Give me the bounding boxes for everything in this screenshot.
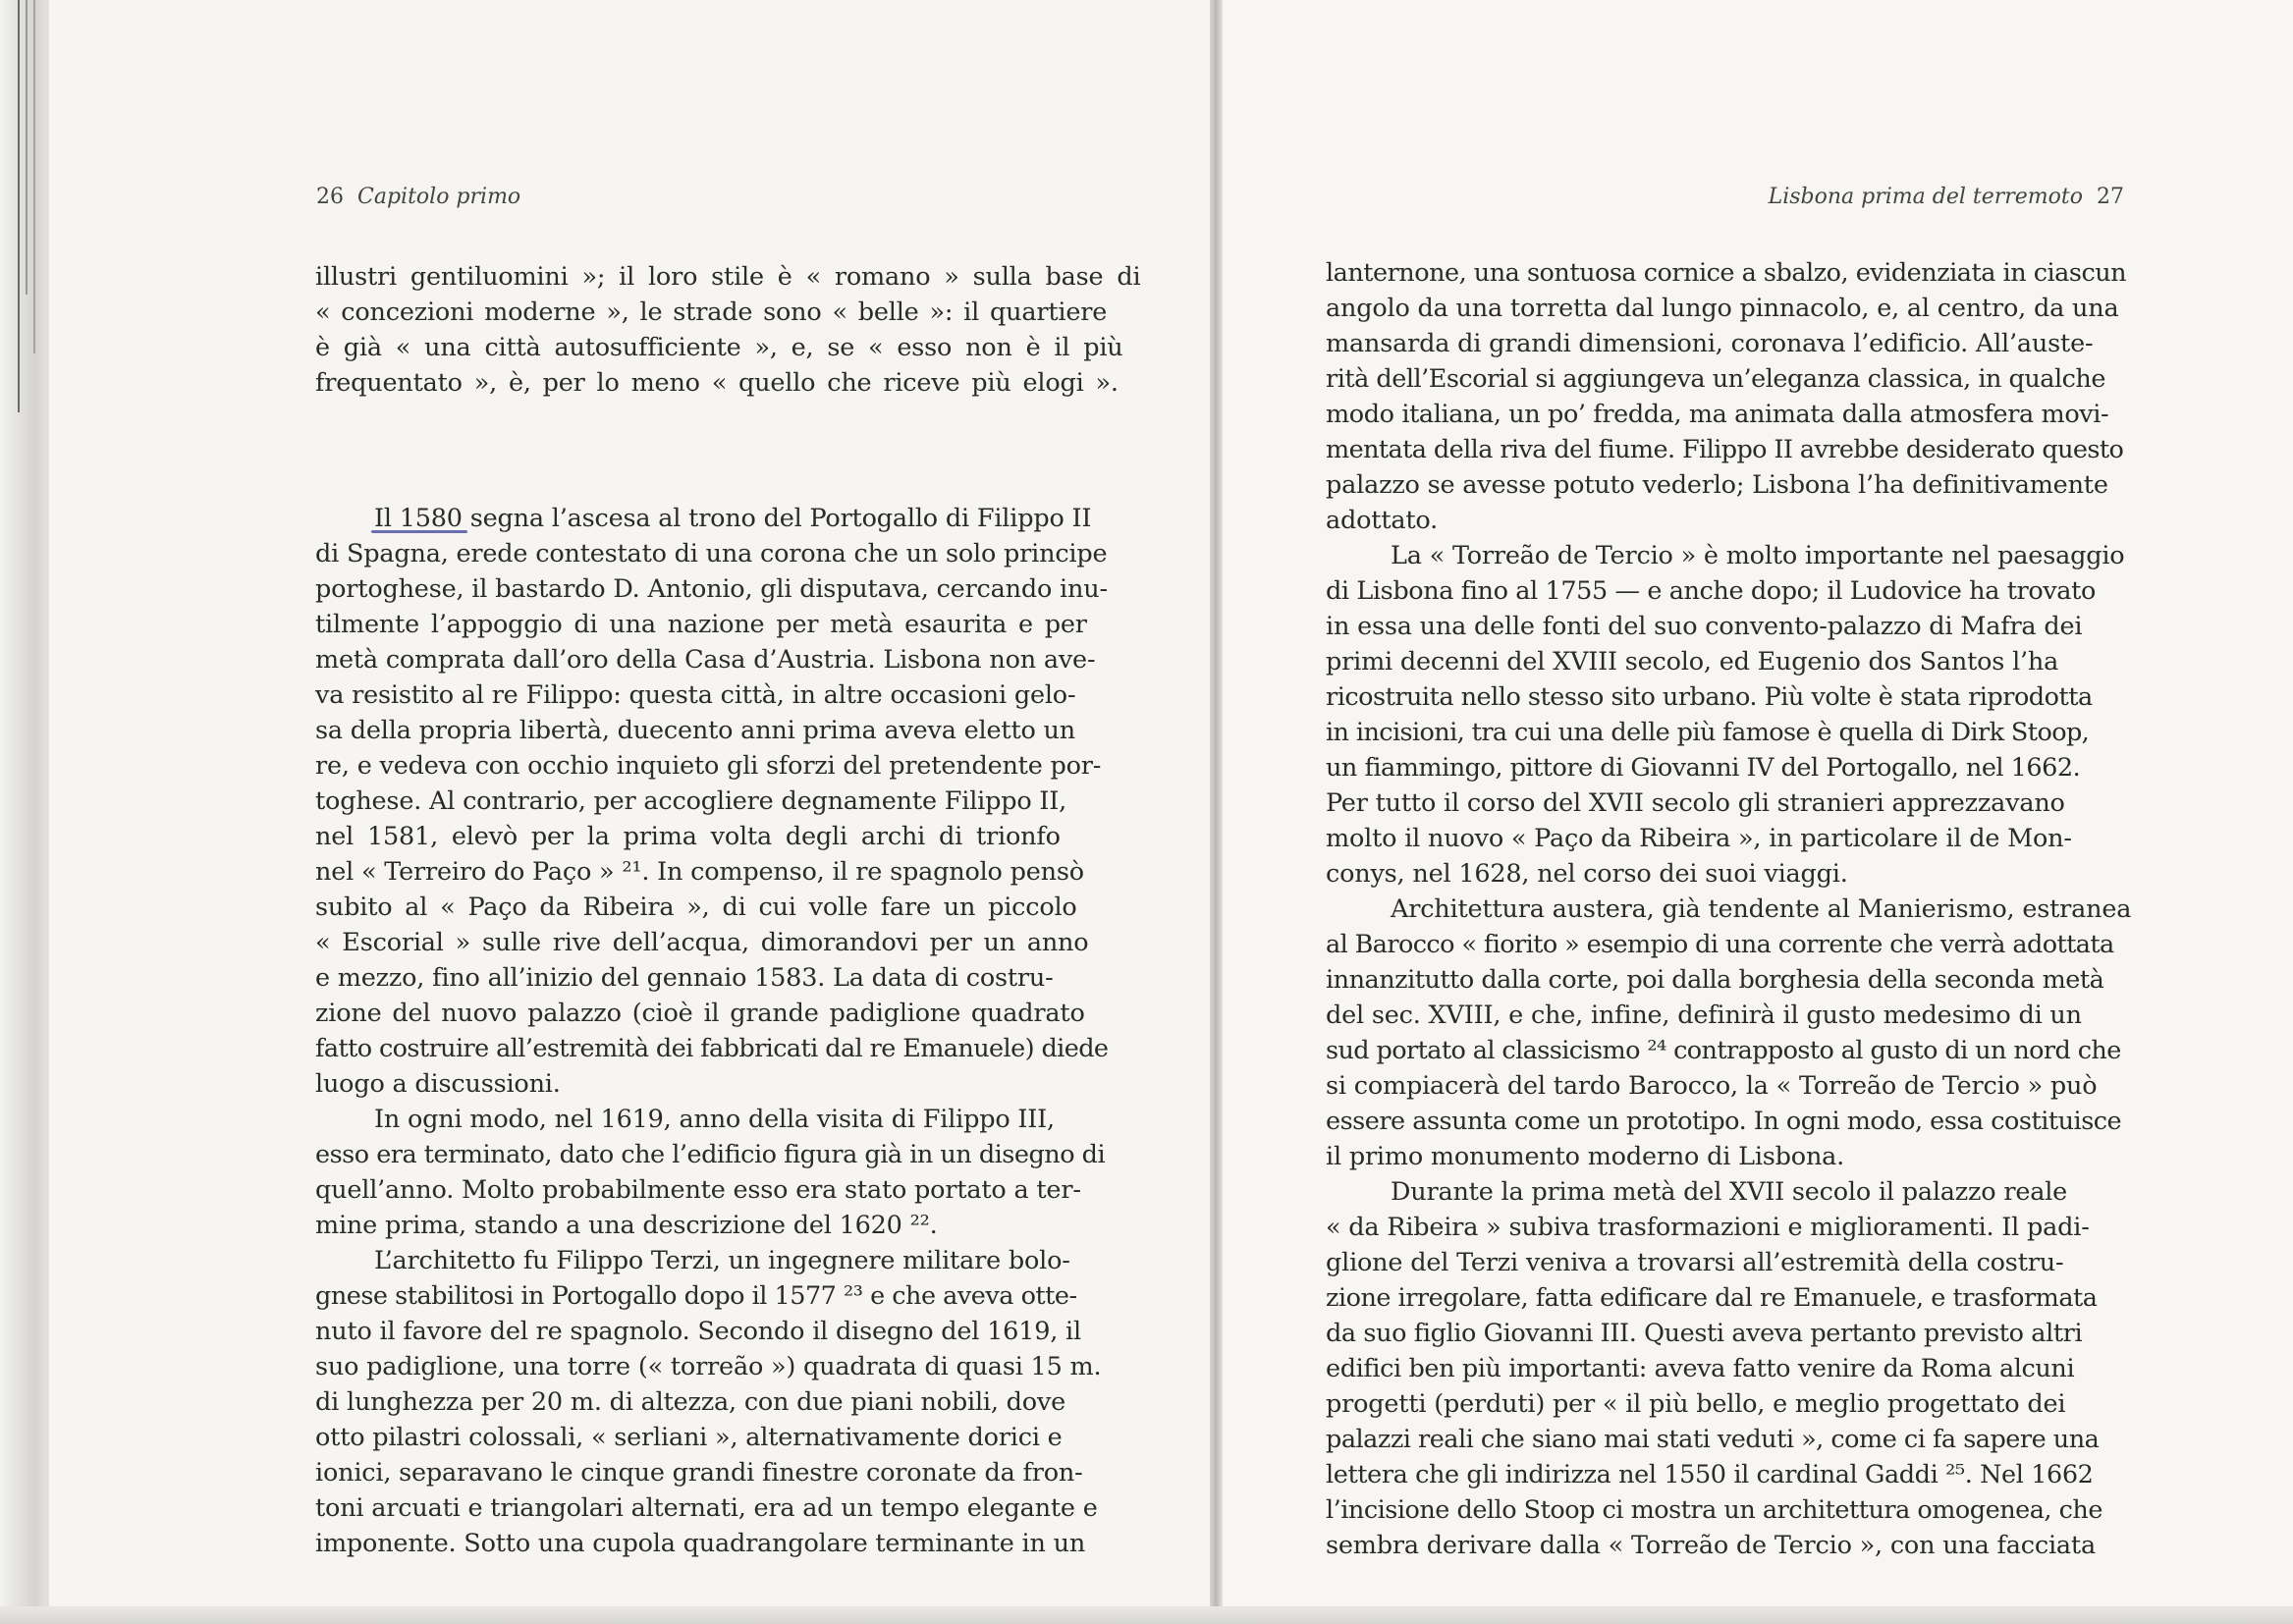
text-line: ricostruita nello stesso sito urbano. Più volte è stata riprodotta bbox=[1326, 682, 2093, 712]
text-line: da suo figlio Giovanni III. Questi aveva pertanto previsto altri bbox=[1326, 1319, 2083, 1348]
text-line: rità dell’Escorial si aggiungeva un’eleganza classica, in qualche bbox=[1326, 364, 2105, 394]
text-line: va resistito al re Filippo: questa città, in altre occasioni gelo- bbox=[315, 680, 1076, 710]
text-line: « Escorial » sulle rive dell’acqua, dimorandovi per un anno bbox=[315, 928, 1089, 957]
book-gutter bbox=[1210, 0, 1224, 1624]
right-running-title: Lisbona prima del terremoto bbox=[1768, 185, 2083, 209]
text-line: toghese. Al contrario, per accogliere degnamente Filippo II, bbox=[315, 786, 1067, 816]
text-line: progetti (perduti) per « il più bello, e meglio progettato dei bbox=[1326, 1389, 2066, 1419]
text-line: fatto costruire all’estremità dei fabbricati dal re Emanuele) diede bbox=[315, 1034, 1109, 1063]
text-line: zione irregolare, fatta edificare dal re Emanuele, e trasformata bbox=[1326, 1283, 2098, 1313]
left-running-title: Capitolo primo bbox=[357, 185, 521, 209]
text-line: nel 1581, elevò per la prima volta degli archi di trionfo bbox=[315, 822, 1061, 851]
text-line: Architettura austera, già tendente al Manierismo, estranea bbox=[1391, 894, 2132, 924]
text-line: Per tutto il corso del XVII secolo gli stranieri apprezzavano bbox=[1326, 788, 2065, 818]
left-paragraph-top bbox=[315, 259, 1141, 401]
text-line: innanzitutto dalla corte, poi dalla borghesia della seconda metà bbox=[1326, 965, 2104, 995]
text-line: La « Torreão de Tercio » è molto importante nel paesaggio bbox=[1391, 541, 2125, 570]
text-line: quell’anno. Molto probabilmente esso era stato portato a ter- bbox=[315, 1175, 1081, 1205]
text-line: del sec. XVIII, e che, infine, definirà il gusto medesimo di un bbox=[1326, 1001, 2082, 1030]
text-line: e mezzo, fino all’inizio del gennaio 1583. La data di costru- bbox=[315, 963, 1054, 993]
text-line: mentata della riva del fiume. Filippo II avrebbe desiderato questo bbox=[1326, 435, 2124, 464]
text-line: il primo monumento moderno di Lisbona. bbox=[1326, 1142, 1845, 1171]
text-line: primi decenni del XVIII secolo, ed Eugenio dos Santos l’ha bbox=[1326, 647, 2059, 677]
scan-edge-line bbox=[26, 0, 27, 295]
text-line: metà comprata dall’oro della Casa d’Austria. Lisbona non ave- bbox=[315, 645, 1096, 675]
left-running-head bbox=[316, 185, 520, 209]
text-line: di Spagna, erede contestato di una corona che un solo principe bbox=[315, 539, 1108, 568]
text-line: subito al « Paço da Ribeira », di cui volle fare un piccolo bbox=[315, 893, 1077, 922]
text-line: mine prima, stando a una descrizione del 1620 ²². bbox=[315, 1211, 938, 1240]
text-line: in incisioni, tra cui una delle più famose è quella di Dirk Stoop, bbox=[1326, 718, 2090, 747]
right-page-number: 27 bbox=[2097, 185, 2124, 209]
text-line: angolo da una torretta dal lungo pinnacolo, e, al centro, da una bbox=[1326, 294, 2119, 323]
text-line: sa della propria libertà, duecento anni prima aveva eletto un bbox=[315, 716, 1076, 745]
text-line: nuto il favore del re spagnolo. Secondo il disegno del 1619, il bbox=[315, 1317, 1081, 1346]
text-line: tilmente l’appoggio di una nazione per metà esaurita e per bbox=[315, 610, 1087, 639]
text-line: adottato. bbox=[1326, 506, 1439, 535]
text-line: zione del nuovo palazzo (cioè il grande padiglione quadrato bbox=[315, 999, 1085, 1028]
text-line: imponente. Sotto una cupola quadrangolare terminante in un bbox=[315, 1529, 1086, 1558]
text-line: è già « una città autosufficiente », e, se « esso non è il più bbox=[315, 333, 1123, 362]
left-paragraph-main bbox=[315, 501, 1120, 1561]
text-line: di lunghezza per 20 m. di altezza, con due piani nobili, dove bbox=[315, 1387, 1066, 1417]
text-line: ionici, separavano le cinque grandi finestre coronate da fron- bbox=[315, 1458, 1083, 1488]
text-line: palazzi reali che siano mai stati veduti », come ci fa sapere una bbox=[1326, 1425, 2100, 1454]
text-line: essere assunta come un prototipo. In ogni modo, essa costituisce bbox=[1326, 1107, 2122, 1136]
text-line: si compiacerà del tardo Barocco, la « Torreão de Tercio » può bbox=[1326, 1071, 2098, 1101]
text-line: sembra derivare dalla « Torreão de Tercio », con una facciata bbox=[1326, 1531, 2096, 1560]
text-line: Durante la prima metà del XVII secolo il palazzo reale bbox=[1391, 1177, 2068, 1207]
text-line: In ogni modo, nel 1619, anno della visita di Filippo III, bbox=[374, 1105, 1055, 1134]
text-line: molto il nuovo « Paço da Ribeira », in particolare il de Mon- bbox=[1326, 824, 2072, 853]
text-line: toni arcuati e triangolari alternati, era ad un tempo elegante e bbox=[315, 1493, 1098, 1523]
text-line: conys, nel 1628, nel corso dei suoi viaggi. bbox=[1326, 859, 1848, 889]
text-line: edifici ben più importanti: aveva fatto venire da Roma alcuni bbox=[1326, 1354, 2075, 1383]
right-running-head bbox=[1769, 185, 2124, 209]
text-line: l’incisione dello Stoop ci mostra un architettura omogenea, che bbox=[1326, 1495, 2102, 1525]
text-line: glione del Terzi veniva a trovarsi all’estremità della costru- bbox=[1326, 1248, 2064, 1277]
text-line: in essa una delle fonti del suo convento-palazzo di Mafra dei bbox=[1326, 612, 2083, 641]
scan-edge-line bbox=[18, 0, 20, 412]
text-line: nel « Terreiro do Paço » ²¹. In compenso, il re spagnolo pensò bbox=[315, 857, 1084, 887]
text-line: otto pilastri colossali, « serliani », alternativamente dorici e bbox=[315, 1423, 1063, 1452]
text-line: gnese stabilitosi in Portogallo dopo il 1577 ²³ e che aveva otte- bbox=[315, 1281, 1077, 1311]
text-line: di Lisbona fino al 1755 — e anche dopo; il Ludovice ha trovato bbox=[1326, 576, 2096, 606]
text-line: frequentato », è, per lo meno « quello che riceve più elogi ». bbox=[315, 368, 1119, 398]
scan-bottom-edge bbox=[0, 1606, 2293, 1624]
text-line: esso era terminato, dato che l’edificio figura già in un disegno di bbox=[315, 1140, 1106, 1169]
text-line: palazzo se avesse potuto vederlo; Lisbona l’ha definitivamente bbox=[1326, 470, 2108, 500]
text-line: suo padiglione, una torre (« torreão ») quadrata di quasi 15 m. bbox=[315, 1352, 1102, 1381]
text-line: lanternone, una sontuosa cornice a sbalzo, evidenziata in ciascun bbox=[1326, 258, 2127, 288]
text-line: illustri gentiluomini »; il loro stile è « romano » sulla base di bbox=[315, 262, 1141, 292]
text-line: « da Ribeira » subiva trasformazioni e miglioramenti. Il padi- bbox=[1326, 1213, 2090, 1242]
text-line: mansarda di grandi dimensioni, coronava l’edificio. All’auste- bbox=[1326, 329, 2094, 358]
text-line: al Barocco « fiorito » esempio di una corrente che verrà adottata bbox=[1326, 930, 2114, 959]
text-line: « concezioni moderne », le strade sono « belle »: il quartiere bbox=[315, 298, 1108, 327]
text-line: sud portato al classicismo ²⁴ contrapposto al gusto di un nord che bbox=[1326, 1036, 2121, 1065]
text-line: re, e vedeva con occhio inquieto gli sforzi del pretendente por- bbox=[315, 751, 1102, 781]
text-line: luogo a discussioni. bbox=[315, 1069, 561, 1099]
text-line: portoghese, il bastardo D. Antonio, gli disputava, cercando inu- bbox=[315, 574, 1108, 604]
scan-edge-line bbox=[33, 0, 35, 353]
left-page-number: 26 bbox=[316, 185, 344, 209]
text-line: L’architetto fu Filippo Terzi, un ingegnere militare bolo- bbox=[374, 1246, 1070, 1275]
text-line: lettera che gli indirizza nel 1550 il cardinal Gaddi ²⁵. Nel 1662 bbox=[1326, 1460, 2094, 1489]
text-line: modo italiana, un po’ fredda, ma animata dalla atmosfera movi- bbox=[1326, 400, 2109, 429]
text-line: Il 1580 segna l’ascesa al trono del Portogallo di Filippo II bbox=[374, 504, 1092, 533]
right-paragraphs bbox=[1326, 255, 2131, 1563]
text-line: un fiammingo, pittore di Giovanni IV del Portogallo, nel 1662. bbox=[1326, 753, 2081, 783]
